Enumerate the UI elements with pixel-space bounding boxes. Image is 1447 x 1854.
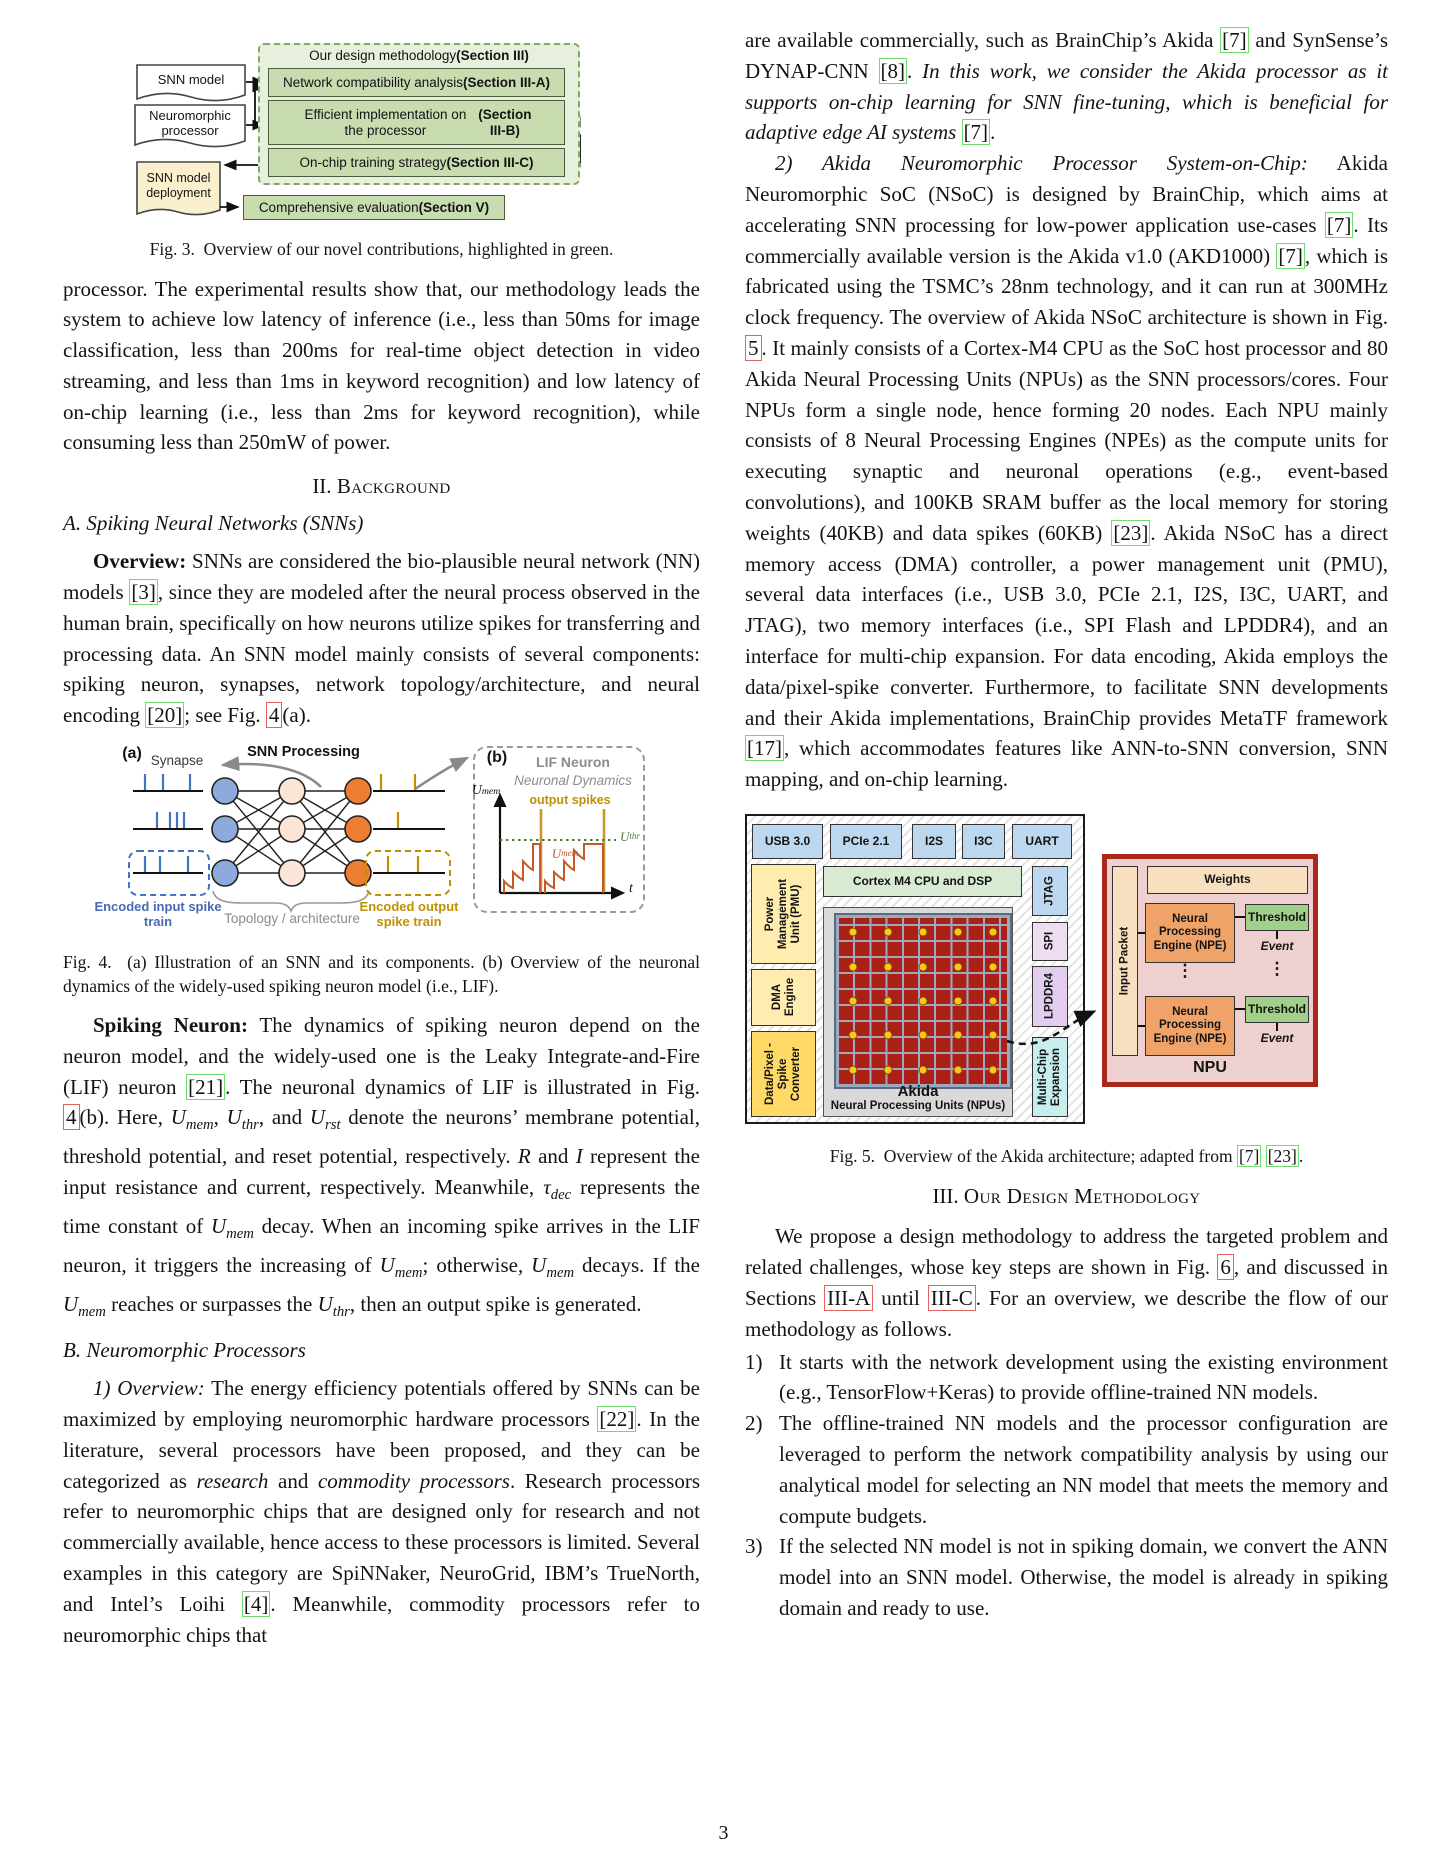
npe-box-2: Neural Processing Engine (NPE) bbox=[1145, 996, 1235, 1056]
output-spikes-label: output spikes bbox=[529, 793, 611, 808]
text-segment: , and discussed in Sections bbox=[745, 1255, 1388, 1311]
topology-label: Topology / architecture bbox=[224, 911, 360, 927]
snn-model-label: SNN model bbox=[157, 72, 225, 88]
text-segment: U bbox=[309, 1105, 326, 1130]
text-segment: U bbox=[551, 846, 562, 862]
text-segment: Network compatibility analysis bbox=[282, 74, 464, 90]
panel-a-label: (a) bbox=[122, 745, 142, 763]
internal-reference-link[interactable]: III-C bbox=[928, 1285, 976, 1311]
figure-5-akida-architecture bbox=[745, 809, 1388, 1133]
encoded-output-label: Encoded output spike train bbox=[359, 899, 459, 930]
text-segment: . The neuronal dynamics of LIF is illustrated in Fig. bbox=[225, 1074, 700, 1099]
text-segment: A. Spiking Neural Networks (SNNs) bbox=[63, 511, 364, 536]
paragraph-neuromorphic-overview bbox=[63, 1373, 700, 1650]
text-segment: and bbox=[530, 1144, 576, 1169]
citation-link[interactable]: [7] bbox=[963, 120, 989, 145]
text-segment: The dynamics of spiking neuron depend on the neuron model, and the widely-used one is the Leaky Integrate-and-Fire (LIF) neuron bbox=[63, 1013, 700, 1099]
npu-label: NPU bbox=[1193, 1058, 1227, 1076]
text-segment: U bbox=[210, 1214, 227, 1239]
synapse-pointer-arrow bbox=[223, 764, 321, 787]
topology-brace bbox=[213, 891, 369, 911]
event-label-1: Event bbox=[1260, 938, 1294, 953]
input-spike-ticks bbox=[145, 774, 190, 872]
text-segment: Fig. 5. Overview of the Akida architecture; adapted from bbox=[829, 1145, 1237, 1166]
step-efficient-implementation bbox=[268, 100, 565, 145]
right-column bbox=[745, 25, 1388, 1624]
text-segment: SNNs are considered the bio-plausible neural network (NN) models bbox=[63, 549, 700, 605]
text-segment: The offline-trained NN models and the processor configuration are leveraged to perform the network compatibility analysis by using our analytical model for selecting an NN model that meets the memory and compute budgets. bbox=[779, 1411, 1388, 1528]
list-marker-1: 1) bbox=[745, 1349, 763, 1374]
dma-engine-label: DMA Engine bbox=[770, 978, 796, 1017]
fig5-connectors-svg bbox=[745, 809, 1386, 1133]
umem-axis-label bbox=[469, 783, 503, 800]
paragraph-overview-snn bbox=[63, 546, 700, 731]
subsection-heading-snns bbox=[63, 511, 700, 536]
text-segment: . Meanwhile, commodity processors refer to neuromorphic chips that bbox=[63, 1591, 700, 1647]
text-segment: Our design methodology bbox=[309, 48, 457, 64]
paragraph-results bbox=[63, 274, 700, 459]
data-pixel-spike-converter-label: Data/Pixel -Spike Converter bbox=[763, 1042, 803, 1105]
i3c-port-box: I3C bbox=[962, 824, 1005, 859]
citation-link[interactable]: [17] bbox=[747, 736, 782, 761]
citation-link[interactable]: [3] bbox=[131, 580, 156, 605]
npu-connector-lines bbox=[1138, 917, 1277, 1031]
input-packet-label: Input Packet bbox=[1118, 926, 1131, 996]
text-segment: Overview: bbox=[93, 549, 187, 574]
text-segment: In this work, we consider the Akida processor as it supports on-chip learning for SNN fine-tuning, which is beneficial for adaptive edge AI systems bbox=[745, 58, 1388, 145]
uthr-label bbox=[613, 829, 647, 844]
fig5-caption bbox=[745, 1145, 1388, 1169]
output-spike-lines bbox=[373, 791, 445, 873]
text-segment: decay. When an incoming spike arrives in the LIF neuron, it triggers the increasing of bbox=[63, 1214, 700, 1278]
text-segment: rst bbox=[325, 1117, 341, 1134]
snn-processing-title: SNN Processing bbox=[247, 744, 360, 761]
citation-link[interactable]: [4] bbox=[243, 1591, 269, 1616]
text-segment: and SynSense’s DYNAP-CNN bbox=[745, 28, 1388, 83]
citation-link[interactable]: [8] bbox=[880, 58, 906, 83]
encoded-input-label: Encoded input spike train bbox=[94, 899, 222, 930]
threshold-box-1: Threshold bbox=[1245, 904, 1309, 931]
paragraph-commodity bbox=[745, 25, 1388, 148]
text-segment: . Research processors refer to neuromorphic chips that are designed only for research and not commercially available, hence access to these processors is limited. Several examples in this category are SpiNNaker, NeuroGrid, IBM’s TrueNorth, and Intel’s Loihi bbox=[63, 1468, 701, 1616]
event-ellipsis: ⋮ bbox=[1268, 958, 1286, 978]
lif-neuron-title: LIF Neuron bbox=[536, 754, 610, 771]
text-segment: ; see Fig. bbox=[184, 703, 266, 728]
internal-reference-link[interactable]: III-A bbox=[824, 1285, 873, 1311]
citation-link[interactable]: [21] bbox=[188, 1074, 224, 1099]
list-body-2 bbox=[779, 1408, 1388, 1531]
text-segment: mem bbox=[561, 848, 579, 859]
npe-ellipsis: ⋮ bbox=[1176, 960, 1194, 980]
multichip-expansion-label: Multi-Chip Expansion bbox=[1036, 1047, 1062, 1106]
text-segment: reaches or surpasses the bbox=[105, 1292, 318, 1317]
text-segment: thr bbox=[241, 1117, 259, 1134]
text-segment: mem bbox=[546, 1265, 575, 1282]
input-spike-lines bbox=[133, 791, 203, 873]
text-segment: . bbox=[1298, 1145, 1304, 1166]
text-segment: , bbox=[213, 1105, 227, 1130]
text-segment: Background bbox=[336, 474, 451, 499]
text-segment: thr bbox=[332, 1304, 350, 1321]
page-number: 3 bbox=[718, 1822, 729, 1844]
text-segment: , which is fabricated using the TSMC’s 28nm technology, and it can run at 300MHz clock frequency. The overview of Akida NSoC architecture is shown in Fig. bbox=[745, 243, 1388, 330]
spi-label: SPI bbox=[1043, 932, 1056, 951]
text-segment: mem bbox=[226, 1226, 254, 1243]
methodology-title bbox=[263, 45, 575, 67]
text-segment: t bbox=[629, 881, 633, 897]
subsection-heading-neuromorphic bbox=[63, 1338, 700, 1363]
text-segment: U bbox=[226, 1105, 242, 1130]
time-axis-label bbox=[621, 881, 641, 898]
threshold-box-2: Threshold bbox=[1245, 996, 1309, 1023]
text-segment: represent the input resistance and current, respectively. Meanwhile, bbox=[63, 1144, 700, 1200]
text-segment: R bbox=[517, 1144, 531, 1169]
text-segment: The energy efficiency potentials offered by SNNs can be maximized by employing neuromorphic hardware processors bbox=[63, 1376, 701, 1431]
figure-3-methodology-diagram bbox=[63, 25, 700, 230]
text-segment: dec bbox=[550, 1187, 572, 1204]
text-segment: III. bbox=[932, 1184, 964, 1209]
text-segment: , since they are modeled after the neural process observed in the human brain, specifically on how neurons utilize spikes for transferring and processing data. An SNN model mainly consists of several components: spiking neuron, synapses, network topology/architecture, and neural encoding bbox=[63, 580, 700, 728]
akida-label: Akida bbox=[897, 1082, 939, 1100]
pcie-port-box: PCIe 2.1 bbox=[830, 824, 902, 859]
list-marker-3: 3) bbox=[745, 1534, 763, 1559]
text-segment: It starts with the network development using the existing environment (e.g., TensorFlow+Keras) to provide offline-trained NN models. bbox=[779, 1349, 1388, 1405]
section-heading-methodology bbox=[745, 1184, 1388, 1209]
paragraph-methodology-intro bbox=[745, 1221, 1388, 1344]
text-segment: . For an overview, we describe the flow of our methodology as follows. bbox=[745, 1286, 1388, 1341]
list-marker-2: 2) bbox=[745, 1411, 763, 1436]
comprehensive-evaluation-box bbox=[243, 195, 505, 220]
internal-reference-link[interactable]: 5 bbox=[745, 335, 762, 361]
text-segment: 1) Overview: bbox=[93, 1376, 205, 1401]
text-segment: (Section V) bbox=[418, 199, 490, 215]
list-body-1 bbox=[779, 1347, 1388, 1409]
text-segment: (a). bbox=[282, 703, 311, 728]
text-segment: Fig. 4. (a) Illustration of an SNN and its components. (b) Overview of the neuronal dynamics of the widely-used spiking neuron model (i.e., LIF). bbox=[63, 952, 700, 996]
text-segment: (Section III) bbox=[456, 48, 529, 64]
text-segment: denote the neurons’ membrane potential, threshold potential, and reset potential, respectively. bbox=[63, 1105, 701, 1169]
text-segment: Comprehensive evaluation bbox=[258, 199, 419, 215]
text-segment: . It mainly consists of a Cortex-M4 CPU as the SoC host processor and 80 Akida Neural Processing Units (NPUs) as the SNN processors/cores. Four NPUs form a single node, hence forming 20 nodes. Each NPU mainly consists of 8 Neural Processing Engines (NPEs) as the compute units for executing synaptic and neuronal operations (e.g., event-based convolutions), and 100KB SRAM buffer as the local memory for storing weights (40KB) and data spikes (60KB) bbox=[745, 335, 1388, 545]
uart-port-box: UART bbox=[1012, 824, 1072, 859]
internal-reference-link[interactable]: 4 bbox=[266, 702, 283, 728]
text-segment: Spiking Neuron: bbox=[93, 1013, 248, 1038]
text-segment: If the selected NN model is not in spiking domain, we convert the ANN model into an SNN model. Otherwise, the model is already in spiking domain and ready to use. bbox=[779, 1534, 1388, 1620]
to-lif-box-arrow bbox=[415, 758, 467, 789]
citation-link[interactable]: [23] bbox=[1267, 1145, 1297, 1166]
text-segment: We propose a design methodology to address the targeted problem and related challenges, whose key steps are shown in Fig. bbox=[745, 1224, 1388, 1280]
text-segment: , then an output spike is generated. bbox=[349, 1292, 642, 1317]
text-segment: U bbox=[63, 1292, 79, 1317]
text-segment: . bbox=[990, 120, 996, 145]
text-segment: 2) Akida Neuromorphic Processor System-on-Chip: bbox=[775, 151, 1308, 176]
text-segment: until bbox=[873, 1286, 928, 1311]
umem-curve-label bbox=[543, 846, 587, 861]
text-segment: mem bbox=[394, 1265, 423, 1282]
snn-model-deployment-label: SNN model deployment bbox=[146, 171, 211, 200]
text-segment: U bbox=[170, 1105, 186, 1130]
text-segment: II. bbox=[312, 474, 337, 499]
weights-box: Weights bbox=[1147, 866, 1308, 894]
paragraph-spiking-neuron bbox=[63, 1010, 700, 1328]
jtag-label: JTAG bbox=[1043, 876, 1056, 906]
npe-box-1: Neural Processing Engine (NPE) bbox=[1145, 903, 1235, 963]
citation-link[interactable]: [23] bbox=[1113, 520, 1149, 545]
text-segment: U bbox=[531, 1253, 547, 1278]
text-segment: . Akida NSoC has a direct memory access (DMA) controller, a power management unit (PMU), several data interfaces (i.e., USB 3.0, PCIe 2.1, I2S, I3C, UART, and JTAG), two memory interfaces (i.e., SPI Flash and LPDDR4), and an interface for multi-chip expansion. For data encoding, Akida employs the data/pixel-spike converter. Furthermore, to facilitate SNN developments and their Akida implementations, BrainChip provides MetaTF framework bbox=[745, 520, 1388, 730]
event-label-2: Event bbox=[1260, 1030, 1294, 1045]
internal-reference-link[interactable]: 4 bbox=[63, 1104, 80, 1130]
text-segment: τ bbox=[543, 1175, 551, 1200]
text-segment: ; otherwise, bbox=[422, 1253, 532, 1278]
text-segment: mem bbox=[78, 1304, 106, 1321]
text-segment: . Its commercially available version is the Akida v1.0 (AKD1000) bbox=[745, 212, 1388, 268]
output-spike-ticks bbox=[381, 774, 418, 872]
section-heading-background bbox=[63, 474, 700, 499]
text-segment: (Section III-C) bbox=[446, 154, 534, 170]
text-segment: U bbox=[317, 1292, 333, 1317]
neuronal-dynamics-label: Neuronal Dynamics bbox=[514, 773, 632, 789]
text-segment: , and bbox=[258, 1105, 310, 1130]
text-segment: B. Neuromorphic Processors bbox=[63, 1338, 306, 1363]
list-item-1 bbox=[745, 1347, 1388, 1409]
citation-link[interactable]: [7] bbox=[1326, 212, 1352, 237]
network-neurons bbox=[212, 778, 371, 886]
text-segment: are available commercially, such as BrainChip’s Akida bbox=[745, 28, 1221, 52]
text-segment: . In the literature, several processors have been proposed, and they can be categorized as bbox=[63, 1406, 700, 1493]
cortex-cpu-box: Cortex M4 CPU and DSP bbox=[823, 866, 1022, 897]
text-segment: Efficient implementation on the processor bbox=[304, 106, 467, 138]
grid-to-npu-dashed-arrow bbox=[1007, 1012, 1093, 1044]
text-segment: decays. If the bbox=[574, 1253, 700, 1278]
fig3-caption bbox=[63, 238, 700, 262]
synapse-label: Synapse bbox=[150, 753, 204, 769]
text-segment: research bbox=[196, 1468, 269, 1493]
text-segment: U bbox=[471, 783, 482, 799]
text-segment: (Section III-A) bbox=[463, 74, 551, 90]
usb-port-box: USB 3.0 bbox=[752, 824, 823, 859]
text-segment: . bbox=[907, 58, 923, 83]
citation-link[interactable]: [7] bbox=[1238, 1145, 1260, 1166]
text-segment: mem bbox=[481, 785, 501, 797]
text-segment: Fig. 3. Overview of our novel contributions, highlighted in green. bbox=[149, 239, 614, 259]
fig4-caption bbox=[63, 951, 700, 998]
npus-label: Neural Processing Units (NPUs) bbox=[830, 1099, 1006, 1112]
list-item-2 bbox=[745, 1408, 1388, 1531]
text-segment: processor. The experimental results show that, our methodology leads the system to achieve low latency of inference (i.e., less than 50ms for image classification, less than 200ms for real-time object detection in video streaming, and less than 1ms in keyword recognition) and low latency of on-chip learning (i.e., less than 2ms for keyword recognition), while consuming less than 250mW of power. bbox=[63, 276, 700, 455]
citation-link[interactable]: [7] bbox=[1278, 243, 1303, 268]
text-segment: mem bbox=[185, 1117, 214, 1134]
junction-dot bbox=[252, 122, 257, 127]
text-segment: , which accommodates features like ANN-to-SNN conversion, SNN mapping, and on-chip learning. bbox=[745, 736, 1388, 792]
text-segment: Our Design Methodology bbox=[963, 1184, 1201, 1209]
neuromorphic-processor-label: Neuromorphic processor bbox=[149, 107, 231, 138]
text-segment: U bbox=[619, 829, 630, 845]
text-segment: thr bbox=[629, 831, 640, 842]
list-body-3 bbox=[779, 1531, 1388, 1623]
text-segment: (Section III-B) bbox=[478, 106, 532, 138]
panel-b-label: (b) bbox=[486, 749, 508, 767]
text-segment: I bbox=[575, 1144, 583, 1169]
text-segment: (b). Here, bbox=[79, 1105, 171, 1130]
text-segment: and bbox=[268, 1468, 318, 1493]
list-item-3 bbox=[745, 1531, 1388, 1623]
step-network-compatibility bbox=[268, 68, 565, 97]
text-segment: U bbox=[379, 1253, 395, 1278]
citation-link[interactable]: [20] bbox=[147, 703, 183, 728]
lpddr4-label: LPDDR4 bbox=[1043, 973, 1056, 1020]
figure-4-snn-illustration bbox=[63, 741, 700, 943]
text-segment: On-chip training strategy bbox=[299, 154, 447, 170]
paragraph-akida-soc bbox=[745, 148, 1388, 795]
text-segment: Akida Neuromorphic SoC (NSoC) is designed by BrainChip, which aims at accelerating SNN processing for low-power application use-cases bbox=[745, 151, 1388, 237]
i2s-port-box: I2S bbox=[912, 824, 956, 859]
step-onchip-training bbox=[268, 148, 565, 177]
citation-link[interactable]: [22] bbox=[599, 1406, 635, 1431]
text-segment: commodity processors bbox=[317, 1468, 510, 1493]
left-column bbox=[63, 25, 700, 1650]
pmu-label: Power Management Unit (PMU) bbox=[763, 878, 803, 950]
internal-reference-link[interactable]: 6 bbox=[1217, 1254, 1234, 1280]
text-segment: represents the time constant of bbox=[63, 1175, 700, 1239]
citation-link[interactable]: [7] bbox=[1222, 28, 1247, 52]
